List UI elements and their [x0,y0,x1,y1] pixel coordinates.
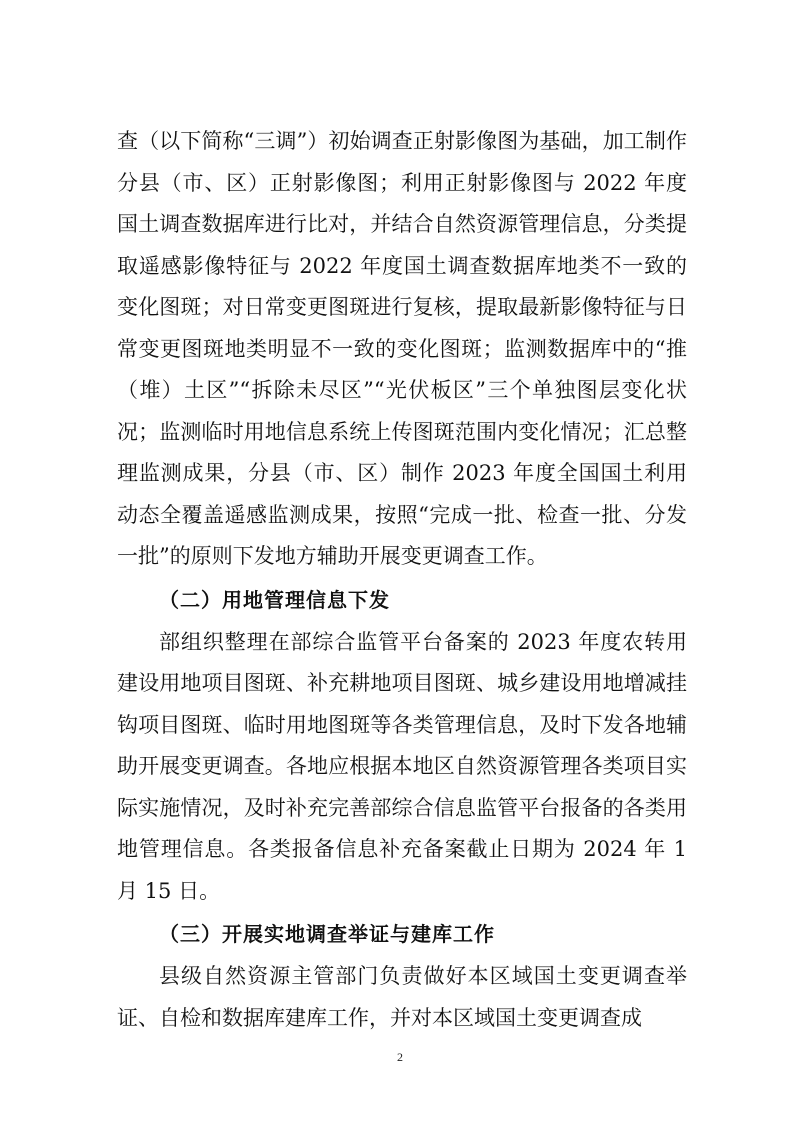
paragraph-continued: 查（以下简称“三调”）初始调查正射影像图为基础，加工制作分县（市、区）正射影像图；利用正射影像图与 2022 年度国土调查数据库进行比对，并结合自然资源管理信息，分类提取遥感影像特征与 2022 年度国土调查数据库地类不一致的变化图斑；对日常变更图斑进行复核，提取最新影像特征与日常变更图斑地类明显不一致的变化图斑；监测数据库中的“推（堆）土区”“拆除未尽区”“光伏板区”三个单独图层变化状况；监测临时用地信息系统上传图斑范围内变化情况；汇总整理监测成果，分县（市、区）制作 2023 年度全国国土利用动态全覆盖遥感监测成果，按照“完成一批、检查一批、分发一批”的原则下发地方辅助开展变更调查工作。 [117,129,687,568]
paragraph-land-management: 部组织整理在部综合监管平台备案的 2023 年度农转用建设用地项目图斑、补充耕地项目图斑、城乡建设用地增减挂钩项目图斑、临时用地图斑等各类管理信息，及时下发各地辅助开展变更调查。各地应根据本地区自然资源管理各类项目实际实施情况，及时补充完善部综合信息监管平台报备的各类用地管理信息。各类报备信息补充备案截止日期为 2024 年 1 月 15 日。 [117,629,687,903]
section-heading-3: （三）开展实地调查举证与建库工作 [159,922,495,946]
section-heading-2: （二）用地管理信息下发 [159,587,390,612]
document-body [117,121,687,1039]
paragraph-field-survey: 县级自然资源主管部门负责做好本区域国土变更调查举证、自检和数据库建库工作，并对本区域国土变更调查成 [117,964,687,1030]
page-number: 2 [397,1050,403,1064]
